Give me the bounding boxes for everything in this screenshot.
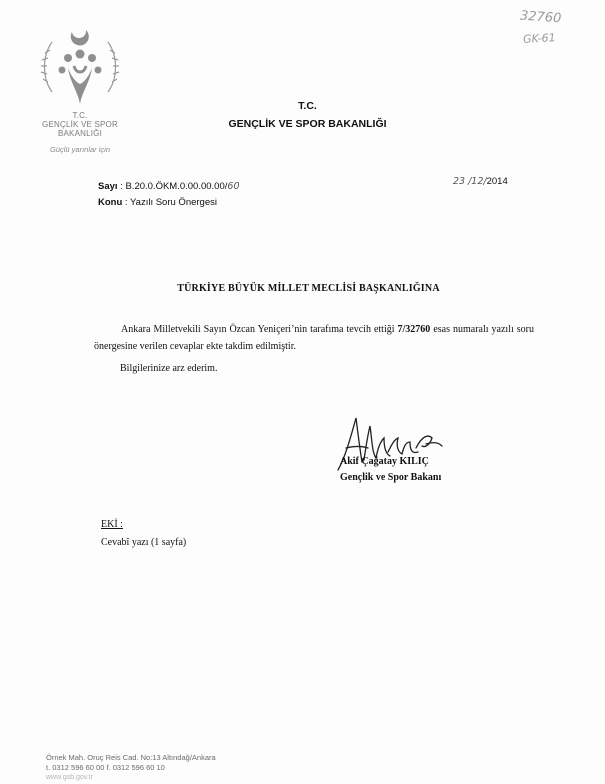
reference-number [98, 181, 240, 192]
sayi-label: Sayı [98, 181, 118, 192]
subject-line [98, 197, 217, 208]
footer-phone: t. 0312 596 60 00 f. 0312 596 60 10 [46, 763, 165, 772]
body-text-part1: Ankara Milletvekili Sayın Özcan Yeniçeri’nin tarafıma tevcih ettiği [121, 324, 398, 335]
footer-contact [46, 753, 216, 773]
header-ministry: GENÇLİK VE SPOR BAKANLIĞI [228, 118, 387, 130]
logo-tagline: Güçlü yarınlar için [49, 145, 111, 154]
handwritten-code: GK-61 [522, 31, 556, 46]
footer-website: www.gsb.gov.tr [46, 774, 93, 781]
document-date [453, 176, 508, 187]
ministry-logo [38, 22, 122, 110]
konu-value: : Yazılı Soru Önergesi [124, 197, 217, 208]
signer-title: Gençlik ve Spor Bakanı [340, 472, 442, 483]
body-text-part2: esas numaralı yazılı soru önergesine verilen cevaplar ekte takdim edilmiştir. [94, 324, 535, 352]
attachment-item: Cevabî yazı (1 sayfa) [101, 537, 187, 548]
sayi-value: : B.20.0.ÖKM.0.00.00.00/ [120, 181, 228, 192]
konu-label: Konu [98, 197, 123, 208]
logo-caption: T.C. GENÇLİK VE SPOR BAKANLIĞI [42, 111, 118, 138]
date-year: 2014 [486, 176, 508, 187]
signer-name: Akif Çağatay KILIÇ [340, 456, 429, 467]
footer-address: Örnek Mah. Oruç Reis Cad. No:13 Altındağ/Ankara [46, 753, 216, 762]
closing-line: Bilgilerinize arz ederim. [120, 363, 218, 374]
attachments-label: EKİ : [101, 519, 123, 530]
body-paragraph [94, 321, 534, 355]
recipient-heading: TÜRKİYE BÜYÜK MİLLET MECLİSİ BAŞKANLIĞINA [177, 283, 440, 294]
body-question-number: 7/32760 [397, 324, 431, 335]
header-tc: T.C. [298, 100, 317, 112]
handwritten-number: 32760 [519, 8, 562, 27]
date-handwritten: 23 /12/ [453, 176, 487, 187]
sayi-handwritten: 60 [227, 181, 240, 192]
